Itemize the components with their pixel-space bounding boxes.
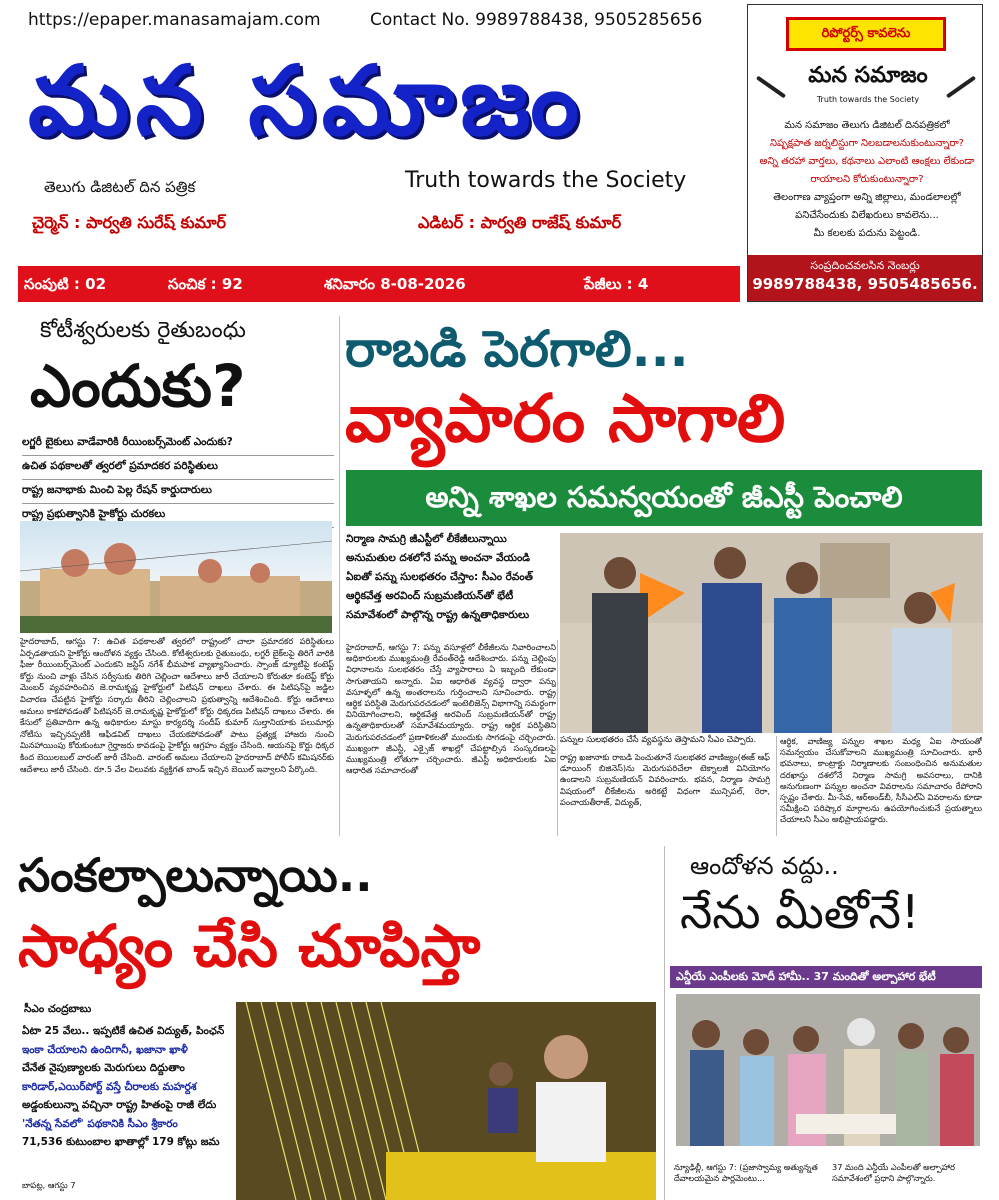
cm-story-bullets bbox=[22, 1022, 232, 1152]
date-label: శనివారం 8-08-2026 bbox=[324, 275, 466, 293]
nda-story-kicker: ఆందోళన వద్దు.. bbox=[690, 852, 839, 880]
chairman-credit: చైర్మెన్ : పార్వతి సురేష్ కుమార్ bbox=[32, 213, 227, 232]
main-story-body-col2: రాష్ట్ర ఖజానాకు రాబడి పెంచుతూనే సులభతర వాణిజ్యం(ఈజ్ ఆఫ్ డూయింగ్ బిజినెస్)ను మెరుగుపరిచేలా టెక్నాలజీ వినియోగం ఉండాలని సుబ్రమణియన్ వివరించారు. భవన, నిర్మాణ సామగ్రి విషయంలో లీకేజీలను అరికట్టే విధంగా మున్సిపల్, రెరా, పంచాయతీరాజ్, విద్యుత్, bbox=[560, 752, 770, 807]
cm-story-headline-line2[interactable]: సాధ్యం చేసి చూపిస్తా bbox=[18, 912, 481, 980]
issue-info-bar bbox=[18, 266, 740, 302]
bullet-item: సమావేశంలో పాల్గొన్న రాష్ట్ర ఉన్నతాధికారులు bbox=[346, 609, 530, 621]
main-story-body-col3: ఆర్థిక, వాణిజ్య పన్నుల శాఖల మధ్య ఏఐ సాయంతో సమన్వయం చేసుకోవాలని ముఖ్యమంత్రి సూచించారు. భారీ భవనాలు, కాంట్రాక్టు నిర్మాణాలకు సంబంధించిన అనుమతుల దరఖాస్తు దశలోనే నిర్మాణ సామగ్రి అవసరాలు, దానికి అనుగుణంగా పన్నుల అంచనా వివరాలను సమాచారం రేపోరాని స్పష్టం చేశారు. మీ-సేవ, ఆర్‌అండ్‌బీ, సీసీఎల్ఏ వివరాలను కూడా సమీక్షించి పరిష్కార మార్గాలను ఉపయోగించుకునే ప్రయత్నాలు చేయాలని సీఎం అభిప్రాయపడ్డారు. bbox=[780, 736, 982, 825]
tagline: Truth towards the Society bbox=[405, 168, 687, 193]
cm-story-headline-line1[interactable]: సంకల్పాలున్నాయి.. bbox=[18, 848, 373, 902]
masthead-subtitle: తెలుగు డిజిటల్ దిన పత్రిక bbox=[44, 178, 196, 196]
bullet-item: అనుమతుల దశలోనే పన్ను అంచనా వేయండి bbox=[346, 552, 531, 564]
column-divider bbox=[339, 316, 340, 836]
pages-label: పేజీలు : 4 bbox=[584, 275, 649, 293]
bullet-item: నిర్మాణ సామగ్రి జీఎస్టీలో లీకేజీలున్నాయి bbox=[346, 533, 507, 545]
main-story-bullets bbox=[346, 530, 556, 625]
column-divider bbox=[664, 846, 665, 1200]
issue-label: సంచిక : 92 bbox=[168, 275, 243, 293]
main-headline-line1[interactable]: రాబడి పెరగాలి... bbox=[345, 320, 689, 378]
bullet-item: ఆర్థికవేత్త అరవింద్ సుబ్రమణియన్‌తో భేటీ bbox=[346, 590, 514, 602]
ad-line: రాయాలని కోరుకుంటున్నారా? bbox=[810, 174, 924, 185]
ad-contact-footer bbox=[748, 255, 982, 301]
left-story-kicker: కోటీశ్వరులకు రైతుబంధు bbox=[40, 318, 246, 343]
cm-story-body: బాపట్ల, ఆగస్టు 7 bbox=[22, 1180, 76, 1190]
ad-body bbox=[758, 117, 976, 243]
ad-footer-numbers: 9989788438, 9505485656. bbox=[752, 275, 978, 293]
nda-story-headline[interactable]: నేను మీతోనే! bbox=[680, 885, 920, 939]
main-subheadline: అన్ని శాఖల సమన్వయంతో జీఎస్టీ పెంచాలి bbox=[346, 470, 982, 526]
bullet-item: ఏఐతో పన్ను సులభతరం చేస్తాం: సీఎం రేవంత్ bbox=[346, 571, 533, 583]
bullet-item: రాష్ట్ర జనాభాకు మించి పెల్ల రేషన్ కార్డుదారులు bbox=[22, 480, 334, 504]
bullet-item: అడ్డంకులున్నా వచ్చినా రాష్ట్ర హితంపై రాజీ లేదు bbox=[22, 1099, 217, 1111]
nda-story-body-col1: న్యూఢిల్లీ, ఆగస్టు 7: (ప్రజాస్వామ్య అత్యున్నత దేవాలయమైన పార్లమెంటు... bbox=[674, 1162, 818, 1184]
ad-headline: రిపోర్టర్స్ కావలెను bbox=[786, 17, 946, 51]
ad-line: అన్ని తరహా వార్తలు, కథనాలు ఎలాంటి ఆంక్షలు లేకుండా bbox=[759, 156, 975, 167]
bullet-item: ఏటా 25 వేలు.. ఇప్పటికే ఉచిత విద్యుత్, పింఛన్ bbox=[22, 1025, 225, 1037]
bullet-item: ఉచిత పథకాలతో త్వరలో ప్రమాదకర పరిస్థితులు bbox=[22, 456, 334, 480]
ad-line: నిష్పక్షపాత జర్నలిస్టుగా నిలబడాలనుకుంటున్నారా? bbox=[770, 138, 964, 149]
bullet-item: కారిడార్,ఎయిర్‌పోర్ట్ వస్తే చీరాలకు మహర్దశ bbox=[22, 1080, 197, 1093]
nda-story-body-col2: 37 మంది ఎన్డీయే ఎంపీలతో అల్పాహార సమావేశంలో ప్రధాని పాల్గొన్నారు. bbox=[832, 1162, 956, 1184]
photo-caption: పన్నుల సులభతరం చేసే వ్యవస్థను తెస్తామని సీఎం చెప్పారు. bbox=[560, 735, 757, 745]
pen-icon bbox=[756, 76, 786, 99]
left-story-bullets bbox=[22, 432, 334, 528]
ad-line: పనిచేసేందుకు విలేఖరులు కావలెను... bbox=[795, 210, 939, 221]
website-url[interactable]: https://epaper.manasamajam.com bbox=[28, 10, 321, 30]
reporters-wanted-ad[interactable] bbox=[747, 4, 983, 302]
column-divider bbox=[776, 736, 777, 836]
newspaper-masthead: మన సమాజం bbox=[28, 45, 586, 157]
contact-numbers: Contact No. 9989788438, 9505285656 bbox=[370, 10, 703, 30]
main-headline-line2[interactable]: వ్యాపారం సాగాలి bbox=[345, 380, 786, 457]
ad-line: మన సమాజం తెలుగు డిజిటల్ దినపత్రికలో bbox=[784, 120, 950, 131]
column-divider bbox=[557, 640, 558, 836]
pen-icon bbox=[946, 76, 976, 99]
bullet-item: 'నేతన్న సేవలో' పథకానికి సీఎం శ్రీకారం bbox=[22, 1117, 178, 1130]
ad-line: తెలంగాణ వ్యాప్తంగా అన్ని జిల్లాలు, మండలాలల్లో bbox=[773, 192, 961, 203]
nda-story-subhead-bar: ఎన్డీయే ఎంపీలకు మోదీ హామీ.. 37 మందితో అల్పాహార భేటీ bbox=[670, 966, 982, 988]
left-story-headline[interactable]: ఎందుకు? bbox=[30, 352, 246, 420]
bullet-item: రాష్ట్ర ప్రభుత్వానికి హైకోర్టు చురకలు bbox=[22, 504, 334, 528]
high-court-photo bbox=[20, 521, 332, 633]
ad-line: మీ కలలకు పదును పెట్టండి. bbox=[813, 228, 921, 239]
editor-credit: ఎడిటర్ : పార్వతి రాజేష్ కుమార్ bbox=[418, 213, 622, 232]
ad-logo: మన సమాజం bbox=[808, 63, 928, 88]
bullet-item: ఇంకా చేయాలని ఉందిగానీ, ఖజానా ఖాళీ bbox=[22, 1043, 188, 1056]
bullet-item: లగ్జరీ బైకులు వాడేవారికి రీయింబర్స్‌మెంట్ ఎందుకు? bbox=[22, 432, 334, 456]
bullet-item: 71,536 కుటుంబాల ఖాతాల్లో 179 కోట్లు జమ bbox=[22, 1136, 220, 1148]
cm-meeting-photo bbox=[560, 533, 983, 733]
volume-label: సంపుటి : 02 bbox=[24, 275, 107, 293]
left-story-body: హైదరాబాద్, ఆగస్టు 7: ఉచిత పథకాలతో త్వరలో రాష్ట్రంలో చాలా ప్రమాదకర పరిస్థితులు ఏర్పడతాయని హైకోర్టు ఆందోళన వ్యక్తం చేసింది. కోటీశ్వరులకు రైతుబంధు, లగ్జరీ బైక్‌లపై తిరిగే వారికి ఫీజు రీయింబర్స్‌మెంట్ ఎందుకని జస్టిస్ నగేశ్ భీమపాక వ్యాఖ్యానించారు. స్పాంజ్ డ్యూటీపై కంటెప్ట్‌ కోర్టు నుంచి వాళ్లు చేసిన సర్వీసుకు తిరిగి చెల్లించా ఆదేశాలు జారీ చేయాలని కోరుతూ కంటెప్ట్‌ కోర్టు మెంబర్ వ్యవహరించిన జె.రామకృష్ణ హైకోర్టులో పిటిషన్ దాఖలు చేశారు. ఈ పిటిషన్‌పై జడ్జిల విచారణ చేపట్టిన హైకోర్టు సర్కారు తీరిని చెల్లించాలని ప్రభుత్వాన్ని ఆదేశించింది. కోర్టు ఆదేశాలు అమలు కాకపోవడంతో పిటిషనర్ జె.రామకృష్ణ హైకోర్టులో కోర్టు ధిక్కరణ పిటిషన్ దాఖలు చేశారు. ఈ కేసులో ప్రతివాదిగా ఉన్న అధికారుల మాస్టు కార్యదర్శి సందీప్ కుమార్ సుల్తానియాకు పలుమార్లు నోటీసు ఇచ్చినప్పటికీ ఆఫీడవిట్ దాఖలు చేయకపోవడంతో పాటు ప్రత్యక్ష హాజరు నుంచి మినహాయింపు కోరుకుంటూ గైర్హాజరు కావడంపై హైకోర్టు ఆగ్రహం వ్యక్తం చేసింది. ఆయనపై కొర్టు ధిక్కర కింద బెయిలబుల్ వారంట్ జారీ చేసింది. వారంట్ అమలు చేయాలని హైదరాబాద్ పోలీస్ కమిషనర్‌కు ఆదేశాలు జారీ చేసింది. రూ.5 వేల విలువకు వ్యక్తిగత బాండ్ ఇచ్చిన బెయిల్ ఇవ్వాలని పేర్కొంది. bbox=[20, 636, 334, 774]
bullet-item: చేనేత నైపుణ్యాలకు మెరుగులు దిద్దుతాం bbox=[22, 1062, 185, 1074]
handloom-photo bbox=[236, 1002, 656, 1200]
pm-breakfast-photo bbox=[676, 994, 980, 1146]
main-story-body-col1: హైదరాబాద్, ఆగస్టు 7: పన్ను వసూళ్లలో లీకేజీలను నివారించాలని అధికారులకు ముఖ్యమంత్రి రేవంత్‌రెడ్డి ఆదేశించారు. పన్ను చెల్లింపు విధానాలను సులభతరం చేస్తే వ్యాపారాలు ఏ ఇబ్బంది లేకుండా సాగుతాయని అన్నారు. ఏఐ ఆధారిత వ్యవస్థ ద్వారా పన్ను వసూళ్ళలో ఉన్న అంతరాలను గుర్తించాలని సూచించారు. రాష్ట్ర ఆర్థిక పరిస్థితి మెరుగుపరచడంలో ఇంటెలిజెన్స్ విభాగాన్ని సమర్థంగా వినియోగించాలని, ఆర్థికవేత్త అరవింద్ సుబ్రమణియన్‌తో రాష్ట్ర ఉన్నతాధికారులతో సమావేశమయ్యారు. రాష్ట్ర ఆర్థిక పరిస్థితిని మెరుగుపరచడంలో ప్రణాళికలతో ముందుకు సాగడంపై చర్చించారు. ముఖ్యంగా జీఎస్టీ, ఎక్సైజ్ శాఖల్లో చేపట్టాల్సిన సంస్కరణలపై ముఖ్యమంత్రి లోతుగా చర్చించారు. జీఎస్టీ అధికారులకు ఏఐ ఆధారిత సమాచారంతో bbox=[346, 642, 556, 776]
ad-logo-tagline: Truth towards the Society bbox=[816, 95, 920, 104]
ad-footer-label: సంప్రదించవలసిన నెంబర్లు bbox=[810, 259, 920, 272]
cm-story-label: సీఎం చంద్రబాబు bbox=[24, 1003, 92, 1015]
